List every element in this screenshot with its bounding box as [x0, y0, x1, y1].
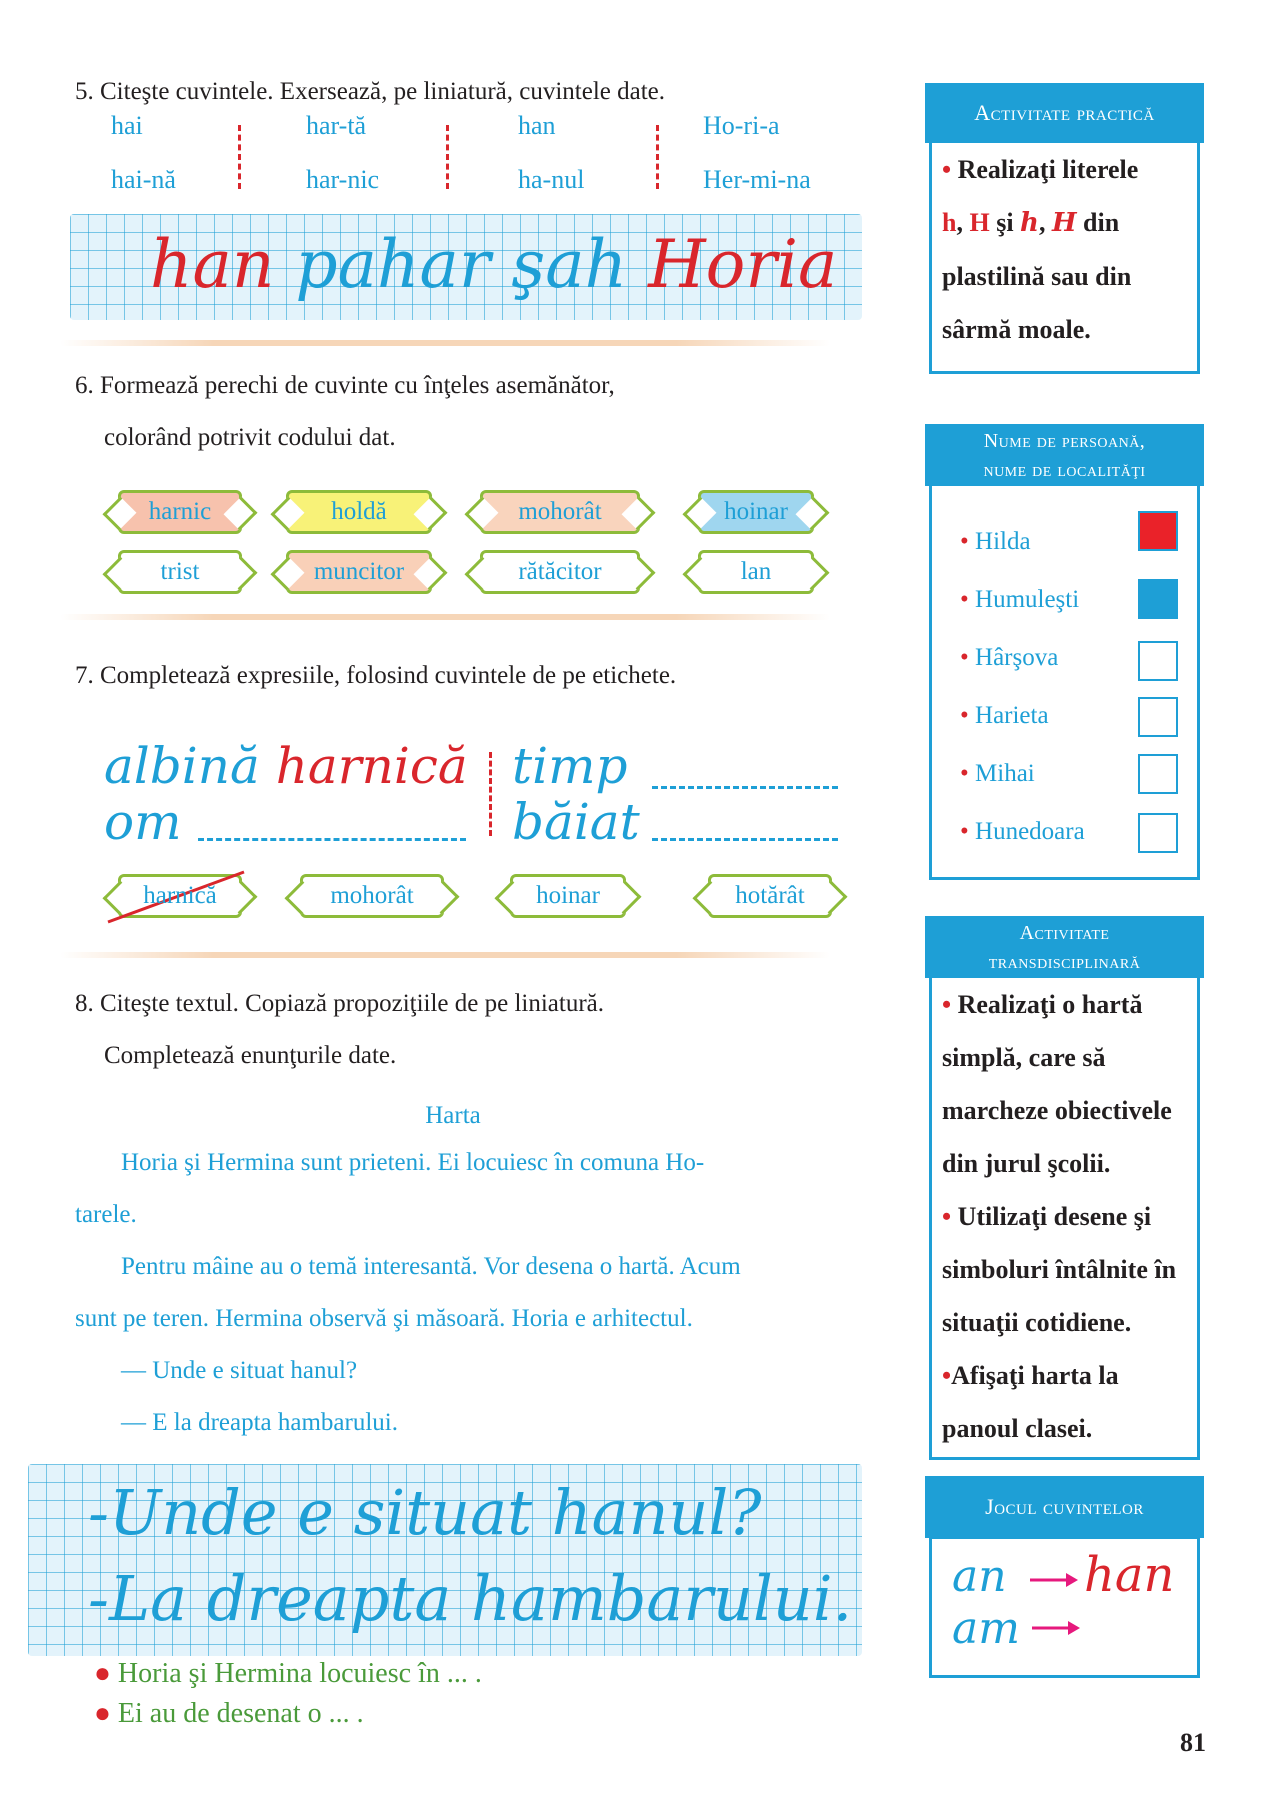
label-lan[interactable]: lan	[698, 550, 814, 594]
panel-title-transdisciplinara: Activitate transdisciplinară	[925, 916, 1204, 978]
script-word-baiat: băiat	[512, 793, 640, 851]
blank-line[interactable]	[652, 786, 838, 789]
list-item: • Mihai	[960, 760, 1035, 787]
bullet-dot: ●	[94, 1658, 111, 1689]
practica-text: • Realizaţi literele h, H şi h, H din plastilină sau din sârmă moale.	[942, 155, 1139, 344]
label-trist[interactable]: trist	[118, 550, 242, 594]
names-list	[960, 513, 1130, 861]
bullet-sentence-1: ● Horia şi Hermina locuiesc în ... .	[94, 1658, 482, 1689]
column-divider	[238, 125, 241, 189]
script-word-horia: Horia	[648, 226, 838, 303]
section-separator	[60, 952, 830, 958]
syl-1-bottom: hai-nă	[111, 165, 176, 194]
list-item: • Humuleşti	[960, 586, 1080, 613]
panel-title-practica: Activitate practică	[925, 83, 1204, 143]
list-item: • Hunedoara	[960, 818, 1085, 845]
label-harnica-used[interactable]: harnică	[118, 874, 242, 918]
syl-2-top: har-tă	[306, 111, 367, 140]
bullet-dot: •	[942, 155, 952, 184]
syl-4-top: Ho-ri-a	[703, 111, 780, 140]
script-word-om: om	[104, 793, 182, 851]
bullet-dot: ●	[94, 1698, 111, 1729]
script-word-pahar: pahar	[295, 226, 491, 303]
paragraph-1-b: tarele.	[75, 1201, 137, 1228]
color-box-empty[interactable]	[1138, 697, 1178, 737]
column-divider	[656, 125, 659, 189]
arrow-icon	[1028, 1570, 1080, 1590]
handwriting-line-1: -Unde e situat hanul?	[88, 1476, 762, 1549]
script-word-sah: şah	[511, 226, 628, 303]
arrow-icon	[1030, 1618, 1082, 1638]
label-hotarat[interactable]: hotărât	[708, 874, 832, 918]
script-word-harnica: harnică	[275, 737, 468, 795]
column-divider	[489, 752, 492, 836]
bullet-sentence-2: ● Ei au de desenat o ... .	[94, 1698, 364, 1729]
game-word-an: an	[952, 1551, 1007, 1602]
syl-2-bottom: har-nic	[306, 165, 380, 194]
column-divider	[446, 125, 449, 189]
label-mohorat-7[interactable]: mohorât	[300, 874, 444, 918]
transdisciplinara-text: • Realizaţi o hartă simplă, care să marcheze obiectivele din jurul şcolii. • Utilizaţi desene şi simboluri întâlnite în situaţii cotidiene. •Afişaţi harta la panoul clasei.	[942, 990, 1177, 1443]
label-hoinar[interactable]: hoinar	[698, 490, 814, 534]
ex7-instruction: 7. Completează expresiile, folosind cuvintele de pe etichete.	[75, 662, 677, 689]
game-word-han: han	[1084, 1547, 1175, 1603]
expression-line-1	[104, 736, 468, 796]
dialog-line-2: — E la dreapta hambarului.	[121, 1409, 398, 1436]
ex8-instruction-1: 8. Citeşte textul. Copiază propoziţiile de pe liniatură.	[75, 990, 605, 1017]
section-separator	[60, 340, 830, 346]
script-word-han: han	[150, 226, 275, 303]
text-title: Harta	[425, 1102, 481, 1129]
page-number: 81	[1180, 1728, 1206, 1757]
label-holda[interactable]: holdă	[286, 490, 432, 534]
label-mohorat[interactable]: mohorât	[480, 490, 640, 534]
section-separator	[60, 614, 830, 620]
syl-1-top: hai	[111, 111, 143, 140]
label-hoinar-7[interactable]: hoinar	[510, 874, 626, 918]
syl-3-bottom: ha-nul	[518, 165, 585, 194]
list-item: • Hârşova	[960, 644, 1059, 671]
color-box-empty[interactable]	[1138, 641, 1178, 681]
ex5-instruction: 5. Citeşte cuvintele. Exersează, pe liniatură, cuvintele date.	[75, 78, 666, 105]
blank-line[interactable]	[652, 838, 838, 841]
color-box-empty[interactable]	[1138, 754, 1178, 794]
paragraph-1-a: Horia şi Hermina sunt prieteni. Ei locuiesc în comuna Ho-	[121, 1149, 705, 1176]
list-item: • Harieta	[960, 702, 1049, 729]
ex6-instruction-2: colorând potrivit codului dat.	[104, 424, 396, 451]
paragraph-2-a: Pentru mâine au o temă interesantă. Vor desena o hartă. Acum	[121, 1253, 741, 1280]
color-box-blue[interactable]	[1138, 579, 1178, 619]
handwriting-ex5	[150, 222, 837, 308]
dialog-line-1: — Unde e situat hanul?	[121, 1357, 358, 1384]
game-word-am: am	[952, 1603, 1020, 1654]
syl-4-bottom: Her-mi-na	[703, 165, 811, 194]
handwriting-line-2: -La dreapta hambarului.	[88, 1562, 853, 1635]
panel-title-jocul: Jocul cuvintelor	[925, 1476, 1204, 1538]
syl-3-top: han	[518, 111, 556, 140]
color-box-empty[interactable]	[1138, 813, 1178, 853]
script-word-albina: albină	[104, 737, 260, 795]
paragraph-2-b: sunt pe teren. Hermina observă şi măsoară. Horia e arhitectul.	[75, 1305, 693, 1332]
blank-line[interactable]	[198, 838, 466, 841]
color-box-red[interactable]	[1138, 511, 1178, 551]
list-item: • Hilda	[960, 528, 1031, 555]
ex8-instruction-2: Completează enunţurile date.	[104, 1042, 397, 1069]
label-ratacitor[interactable]: rătăcitor	[480, 550, 640, 594]
label-harnic[interactable]: harnic	[118, 490, 242, 534]
script-word-timp: timp	[512, 737, 628, 795]
ex6-instruction-1: 6. Formează perechi de cuvinte cu înţeles asemănător,	[75, 372, 615, 399]
label-muncitor[interactable]: muncitor	[286, 550, 432, 594]
panel-title-nume: Nume de persoană, nume de localităţi	[925, 424, 1204, 486]
